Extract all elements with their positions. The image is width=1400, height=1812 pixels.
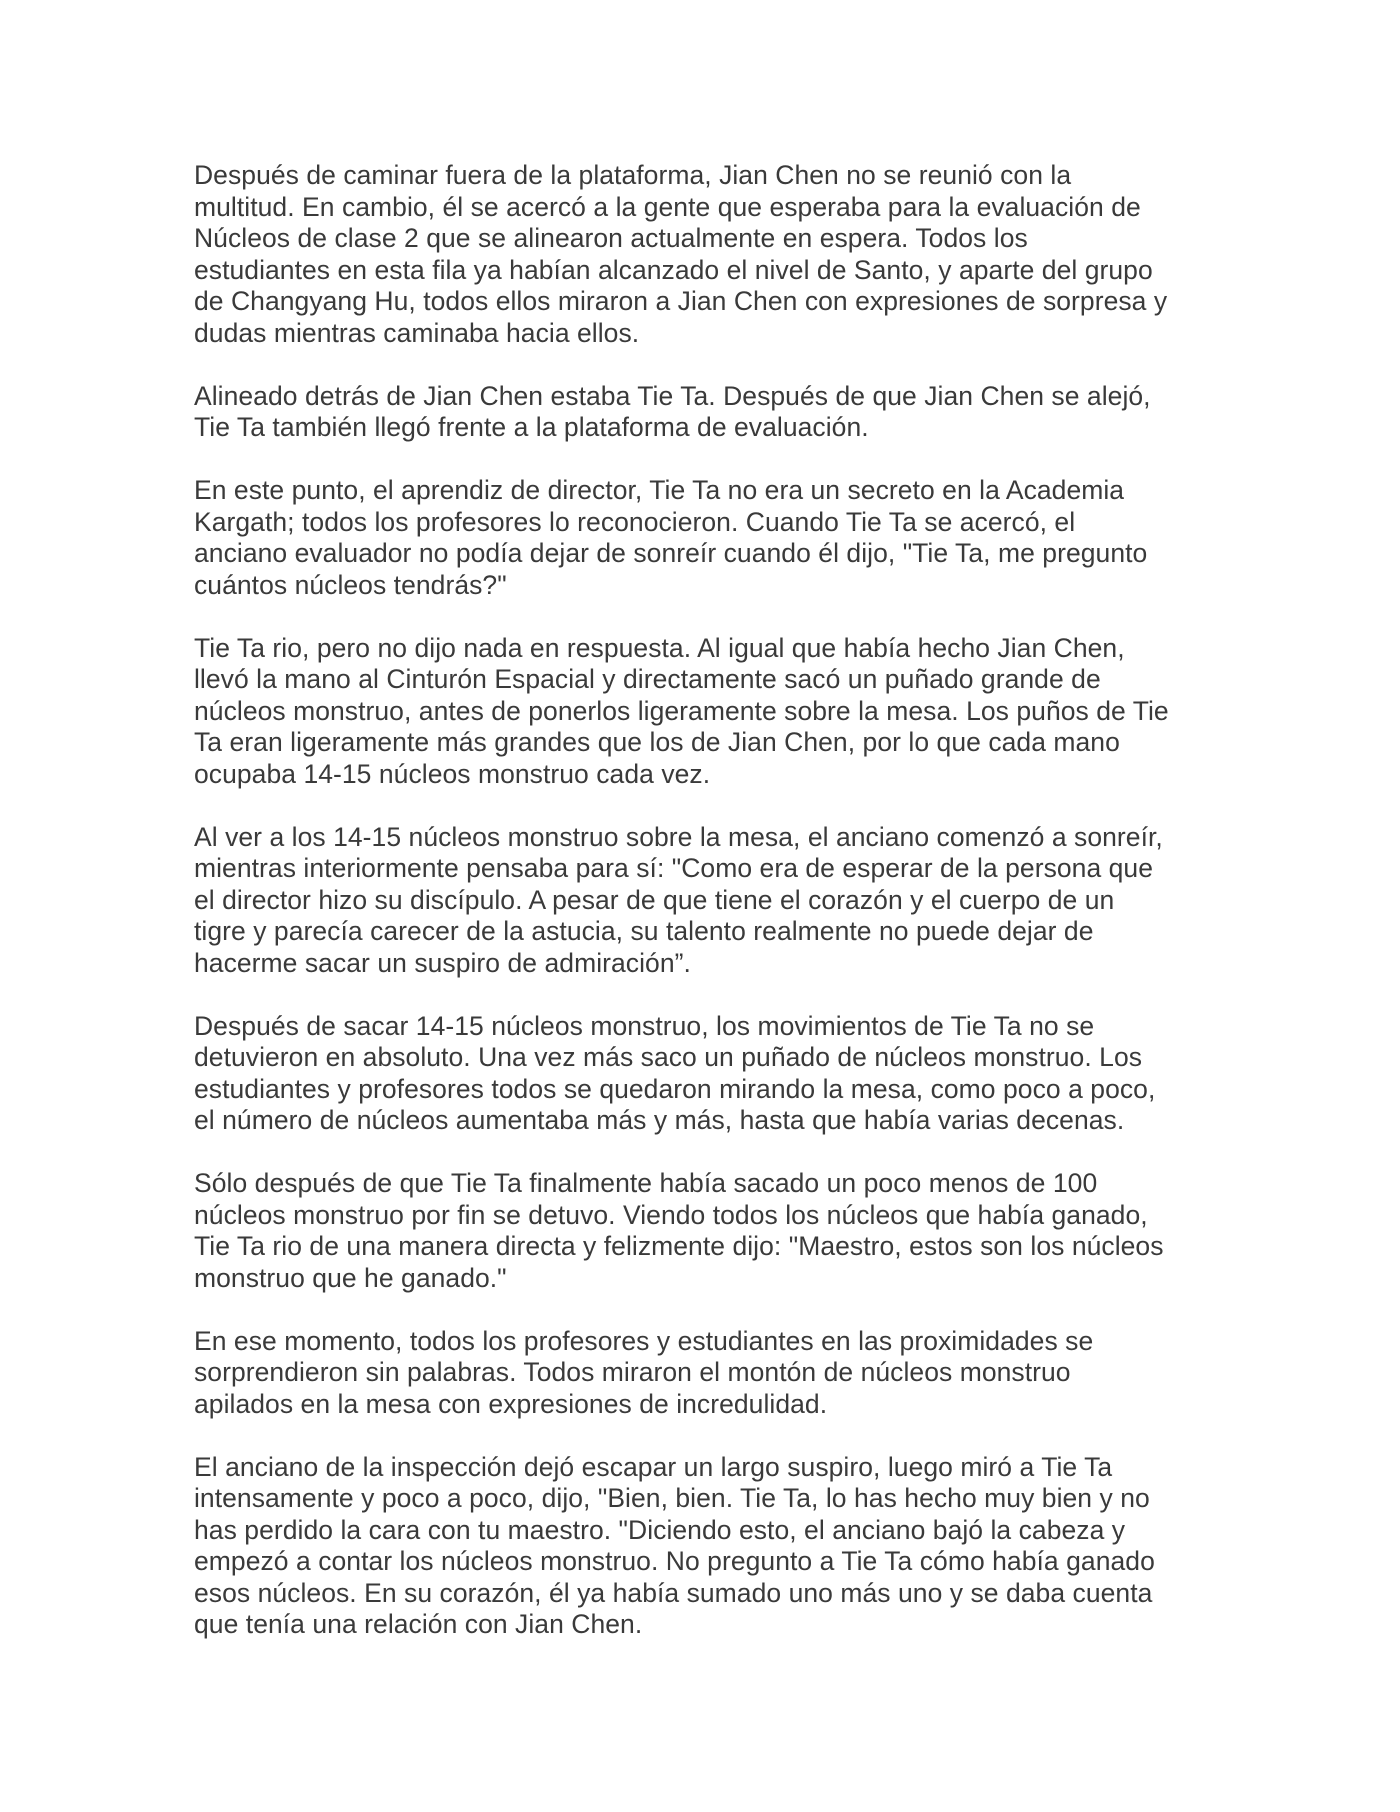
paragraph — [194, 1452, 1224, 1641]
text-line: esos núcleos. En su corazón, él ya había sumado uno más uno y se daba cuenta — [194, 1577, 1153, 1608]
text-line: Núcleos de clase 2 que se alinearon actualmente en espera. Todos los — [194, 223, 1028, 253]
text-line: Tie Ta también llegó frente a la plataforma de evaluación. — [194, 412, 869, 442]
text-line: estudiantes en esta fila ya habían alcanzado el nivel de Santo, y aparte del grupo — [194, 254, 1153, 285]
text-line: has perdido la cara con tu maestro. "Diciendo esto, el anciano bajó la cabeza y — [194, 1514, 1126, 1545]
text-line: sorprendieron sin palabras. Todos miraron el montón de núcleos monstruo — [194, 1357, 1071, 1387]
text-line: Después de caminar fuera de la plataforma, Jian Chen no se reunió con la — [194, 160, 1072, 190]
text-line: núcleos monstruo por fin se detuvo. Viendo todos los núcleos que había ganado, — [194, 1199, 1148, 1230]
text-line: empezó a contar los núcleos monstruo. No pregunto a Tie Ta cómo había ganado — [194, 1546, 1155, 1576]
text-line: Tie Ta rio, pero no dijo nada en respuesta. Al igual que había hecho Jian Chen, — [194, 632, 1125, 663]
text-line: anciano evaluador no podía dejar de sonreír cuando él dijo, "Tie Ta, me pregunto — [194, 538, 1148, 568]
document-body — [194, 160, 1224, 1672]
paragraph — [194, 475, 1224, 601]
text-line: multitud. En cambio, él se acercó a la gente que esperaba para la evaluación de — [194, 191, 1141, 222]
text-line: cuántos núcleos tendrás?" — [194, 569, 507, 600]
text-line: que tenía una relación con Jian Chen. — [194, 1609, 643, 1639]
paragraph — [194, 1326, 1224, 1421]
text-line: Al ver a los 14-15 núcleos monstruo sobre la mesa, el anciano comenzó a sonreír, — [194, 821, 1163, 852]
paragraph — [194, 633, 1224, 791]
text-line: Sólo después de que Tie Ta finalmente había sacado un poco menos de 100 — [194, 1168, 1098, 1198]
text-line: Tie Ta rio de una manera directa y felizmente dijo: "Maestro, estos son los núcleos — [194, 1231, 1164, 1261]
text-line: intensamente y poco a poco, dijo, "Bien, bien. Tie Ta, lo has hecho muy bien y no — [194, 1483, 1150, 1513]
text-line: el número de núcleos aumentaba más y más, hasta que había varias decenas. — [194, 1105, 1125, 1135]
text-line: Kargath; todos los profesores lo reconocieron. Cuando Tie Ta se acercó, el — [194, 506, 1076, 537]
text-line: núcleos monstruo, antes de ponerlos ligeramente sobre la mesa. Los puños de Tie — [194, 695, 1169, 726]
text-line: En ese momento, todos los profesores y estudiantes en las proximidades se — [194, 1325, 1094, 1356]
text-line: dudas mientras caminaba hacia ellos. — [194, 317, 640, 348]
text-line: Alineado detrás de Jian Chen estaba Tie Ta. Después de que Jian Chen se alejó, — [194, 380, 1151, 411]
text-line: detuvieron en absoluto. Una vez más saco un puñado de núcleos monstruo. Los — [194, 1042, 1143, 1072]
paragraph — [194, 1168, 1224, 1294]
text-line: llevó la mano al Cinturón Espacial y directamente sacó un puñado grande de — [194, 664, 1101, 694]
text-line: hacerme sacar un suspiro de admiración”. — [194, 947, 691, 978]
text-line: El anciano de la inspección dejó escapar un largo suspiro, luego miró a Tie Ta — [194, 1451, 1113, 1482]
paragraph — [194, 381, 1224, 444]
paragraph — [194, 1011, 1224, 1137]
text-line: de Changyang Hu, todos ellos miraron a Jian Chen con expresiones de sorpresa y — [194, 286, 1168, 316]
text-line: monstruo que he ganado." — [194, 1262, 507, 1293]
text-line: el director hizo su discípulo. A pesar de que tiene el corazón y el cuerpo de un — [194, 884, 1115, 915]
text-line: Ta eran ligeramente más grandes que los de Jian Chen, por lo que cada mano — [194, 727, 1120, 757]
text-line: tigre y parecía carecer de la astucia, su talento realmente no puede dejar de — [194, 916, 1094, 946]
text-line: mientras interiormente pensaba para sí: "Como era de esperar de la persona que — [194, 853, 1154, 883]
paragraph — [194, 160, 1224, 349]
text-line: Después de sacar 14-15 núcleos monstruo, los movimientos de Tie Ta no se — [194, 1010, 1095, 1041]
text-line: ocupaba 14-15 núcleos monstruo cada vez. — [194, 758, 711, 789]
text-line: En este punto, el aprendiz de director, Tie Ta no era un secreto en la Academia — [194, 475, 1125, 505]
text-line: estudiantes y profesores todos se quedaron mirando la mesa, como poco a poco, — [194, 1073, 1156, 1104]
paragraph — [194, 822, 1224, 980]
text-line: apilados en la mesa con expresiones de incredulidad. — [194, 1388, 828, 1419]
